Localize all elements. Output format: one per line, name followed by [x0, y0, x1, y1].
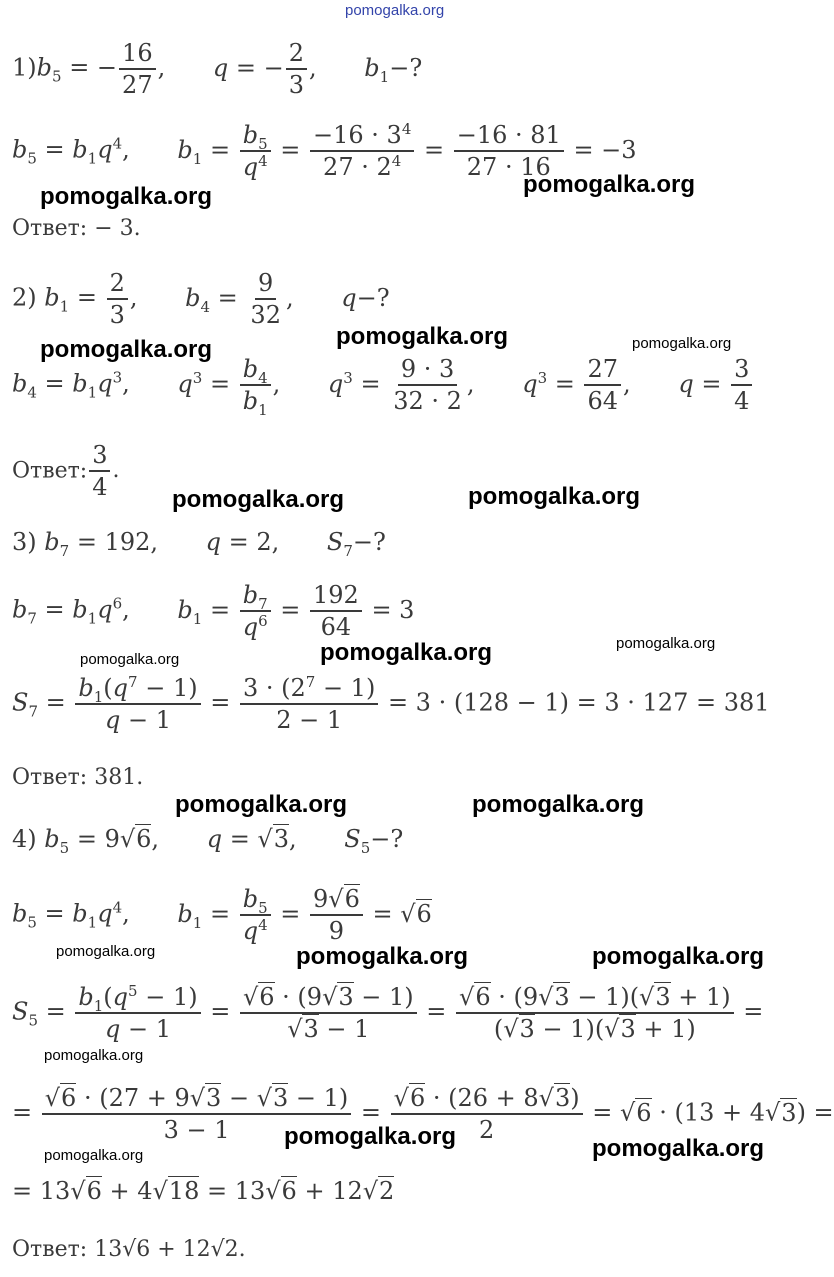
watermark: pomogalka.org: [616, 635, 716, 652]
watermark: pomogalka.org: [172, 486, 345, 513]
answer-value: 381.: [94, 765, 144, 790]
problem-2-solution: $b_4 = b_1q^3$, $q^3$ = $\frac{b_4}{b_1}$ , $q^3$ = $\frac{9 \cdot 3}{32 \cdot 2}$ , $q^3$ = $\frac{27}{64}$ , q = $\frac{3}{4}$: [12, 354, 754, 416]
watermark: pomogalka.org: [336, 323, 509, 350]
watermark: pomogalka.org: [472, 791, 645, 818]
watermark: pomogalka.org: [40, 183, 213, 210]
problem-4-answer: [12, 1237, 246, 1262]
problem-4-b1: $b_5 = b_1q^4$, $b_1$ = $\frac{b_5}{q^4}$ = $\frac{9√6}{9}$ = √6: [12, 885, 432, 945]
problem-1-given: $1)b_5$ = − $\frac{16}{27}$ , q = − $\frac{2}{3}$ , $b_1-$?: [12, 39, 423, 99]
answer-label: Ответ:: [12, 458, 88, 484]
problem-1-label: 1): [12, 53, 37, 82]
watermark: pomogalka.org: [296, 943, 469, 970]
problem-1-answer: [12, 216, 141, 241]
problem-4-sum-line-3: = 13√6 + 4√18 = 13√6 + 12√2: [12, 1177, 395, 1205]
watermark: pomogalka.org: [468, 483, 641, 510]
watermark: pomogalka.org: [44, 1047, 144, 1064]
watermark: pomogalka.org: [523, 171, 696, 198]
answer-value: − 3.: [94, 216, 141, 241]
problem-4-given: 4) $b_5 = 9√6$, q = √3, $S_5-$?: [12, 825, 404, 857]
problem-4-label: 4): [12, 825, 37, 853]
problem-3-b1: $b_7 = b_1q^6$, $b_1$ = $\frac{b_7}{q^6}$ = $\frac{192}{64}$ = 3: [12, 581, 415, 641]
problem-2-answer: Ответ: $\frac{3}{4}$ .: [12, 441, 120, 501]
answer-label: Ответ:: [12, 216, 88, 241]
watermark: pomogalka.org: [632, 335, 732, 352]
problem-1-solution: $b_5 = b_1q^4$, $b_1$ = $\frac{b_5}{q^4}$ = $\frac{-16 \cdot 3^4}{27 \cdot 2^4}$ = $\frac{-16 \cdot 81}{27 \cdot 16}$ = −3: [12, 120, 637, 181]
watermark: pomogalka.org: [44, 1147, 144, 1164]
problem-3-sum: $S_7$ = $\frac{b_1(q^7 - 1)}{q - 1}$ = $\frac{3 \cdot (2^7 - 1)}{2 - 1}$ = 3 · (128 − 1) = 3 · 127 = 381: [12, 673, 770, 734]
problem-3-label: 3): [12, 528, 37, 556]
problem-2-label: 2): [12, 283, 37, 312]
problem-2-given: 2) $b_1$ = $\frac{2}{3}$ , $b_4$ = $\frac{9}{32}$ , q−?: [12, 269, 390, 329]
problem-3-answer: [12, 765, 143, 790]
watermark: pomogalka.org: [592, 1135, 765, 1162]
watermark: pomogalka.org: [284, 1123, 457, 1150]
watermark: pomogalka.org: [320, 639, 493, 666]
watermark: pomogalka.org: [175, 791, 348, 818]
problem-4-sum-line-2: = $\frac{√6 \cdot (27 + 9√3 - √3 - 1)}{3 - 1}$ = $\frac{√6 \cdot (26 + 8√3)}{2}$ = √6 · (13 + 4√3) =: [12, 1084, 834, 1144]
watermark: pomogalka.org: [80, 651, 180, 668]
answer-value: 13√6 + 12√2.: [94, 1237, 246, 1262]
watermark: pomogalka.org: [40, 336, 213, 363]
answer-label: Ответ:: [12, 1237, 88, 1262]
top-watermark: pomogalka.org: [345, 2, 445, 19]
answer-numerator: 3: [89, 440, 110, 472]
answer-label: Ответ:: [12, 765, 88, 790]
watermark: pomogalka.org: [592, 943, 765, 970]
problem-4-sum-line-1: $S_5$ = $\frac{b_1(q^5 - 1)}{q - 1}$ = $\frac{√6 \cdot (9√3 - 1)}{√3 - 1}$ = $\frac{√6 \cdot (9√3 - 1)(√3 + 1)}{(√3 - 1)(√3 + 1)}$ =: [12, 982, 764, 1043]
problem-3-given: 3) $b_7 = 192$, q = 2, $S_7-$?: [12, 528, 386, 560]
watermark: pomogalka.org: [56, 943, 156, 960]
answer-denominator: 4: [92, 473, 108, 501]
